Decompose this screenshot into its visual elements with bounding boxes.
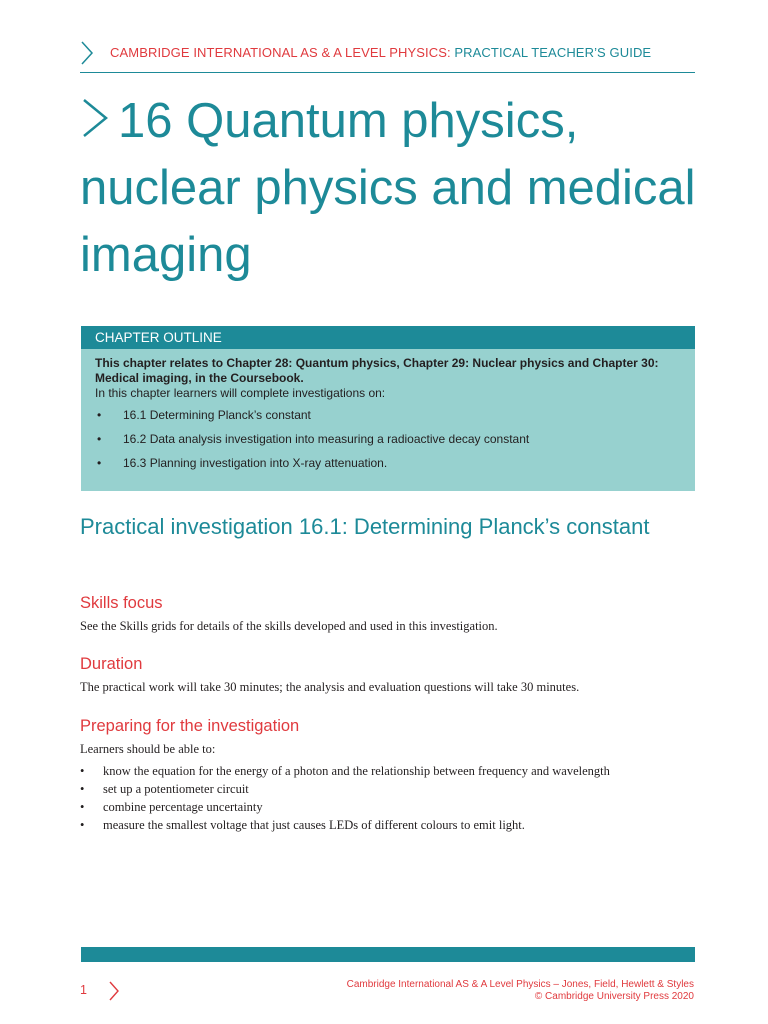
duration-heading: Duration bbox=[80, 655, 143, 673]
outline-intro: In this chapter learners will complete investigations on: bbox=[95, 386, 386, 400]
footer-bar bbox=[81, 947, 695, 962]
running-header bbox=[80, 40, 695, 73]
chapter-title-text: Quantum physics, nuclear physics and medical imaging bbox=[80, 94, 696, 282]
chapter-outline-body bbox=[81, 349, 695, 471]
footer-copyright: © Cambridge University Press 2020 bbox=[534, 991, 694, 1002]
outline-list bbox=[95, 408, 681, 471]
list-item: • combine percentage uncertainty bbox=[80, 798, 700, 816]
header-series: CAMBRIDGE INTERNATIONAL AS & A LEVEL PHYSICS: bbox=[110, 45, 451, 60]
list-item: • 16.3 Planning investigation into X-ray attenuation. bbox=[95, 456, 681, 471]
list-item: • set up a potentiometer circuit bbox=[80, 780, 700, 798]
prep-heading: Preparing for the investigation bbox=[80, 717, 300, 735]
chevron-right-icon bbox=[108, 980, 120, 1002]
chevron-right-icon bbox=[80, 97, 110, 139]
skills-heading: Skills focus bbox=[80, 594, 163, 612]
footer-credit bbox=[347, 979, 694, 1003]
list-item: • 16.2 Data analysis investigation into measuring a radioactive decay constant bbox=[95, 432, 681, 447]
header-guide: PRACTICAL TEACHER’S GUIDE bbox=[454, 45, 652, 60]
outline-relates: This chapter relates to Chapter 28: Quantum physics, Chapter 29: Nuclear physics and Chapter 30: Medical imaging, in the Coursebook. bbox=[95, 356, 659, 385]
chapter-number: 16 bbox=[118, 94, 173, 148]
duration-text: The practical work will take 30 minutes; the analysis and evaluation questions will take 30 minutes. bbox=[80, 680, 580, 694]
investigation-title: Practical investigation 16.1: Determining Planck’s constant bbox=[80, 514, 650, 539]
footer-credit-text: Cambridge International AS & A Level Physics – Jones, Field, Hewlett & Styles bbox=[346, 979, 694, 990]
page-number: 1 bbox=[80, 983, 87, 997]
chapter-outline-heading: CHAPTER OUTLINE bbox=[81, 326, 695, 349]
prep-intro: Learners should be able to: bbox=[80, 742, 216, 756]
chapter-outline-box bbox=[81, 326, 695, 491]
list-item: • know the equation for the energy of a photon and the relationship between frequency and wavelength bbox=[80, 762, 700, 780]
list-item: • 16.1 Determining Planck’s constant bbox=[95, 408, 681, 423]
chevron-right-icon bbox=[80, 40, 94, 66]
prep-list bbox=[80, 762, 700, 834]
skills-text: See the Skills grids for details of the skills developed and used in this investigation. bbox=[80, 619, 498, 633]
header-text bbox=[110, 45, 651, 60]
chapter-title bbox=[80, 88, 720, 289]
list-item: • measure the smallest voltage that just causes LEDs of different colours to emit light. bbox=[80, 816, 700, 834]
